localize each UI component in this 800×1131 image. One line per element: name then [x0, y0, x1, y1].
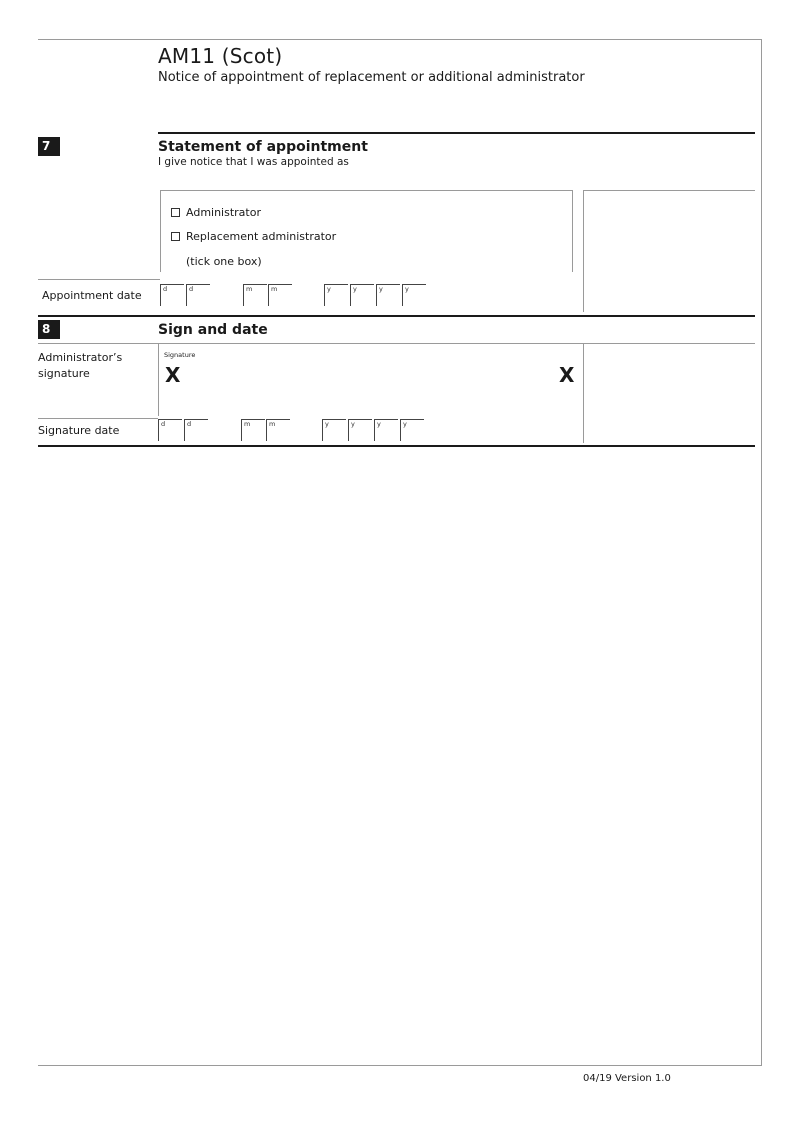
placeholder: y — [351, 420, 355, 428]
form-title: Notice of appointment of replacement or additional administrator — [158, 70, 585, 85]
signature-year-digit-4[interactable] — [400, 419, 424, 441]
appointment-box-left — [160, 190, 161, 272]
administrator-checkbox[interactable] — [171, 208, 180, 217]
appointment-year-digit-2[interactable] — [350, 284, 374, 306]
appointment-year-digit-3[interactable] — [376, 284, 400, 306]
administrators-signature-label — [38, 350, 122, 382]
administrator-label: Administrator — [186, 206, 261, 219]
placeholder: y — [353, 285, 357, 293]
sign-here-mark-right: X — [559, 363, 575, 387]
form-code: AM11 (Scot) — [158, 44, 283, 68]
signature-box[interactable] — [159, 344, 582, 416]
signature-day-digit-2[interactable] — [184, 419, 208, 441]
placeholder: m — [269, 420, 276, 428]
top-rule — [38, 39, 762, 40]
right-page-border — [761, 39, 762, 1066]
signature-month-digit-1[interactable] — [241, 419, 265, 441]
placeholder: y — [405, 285, 409, 293]
signature-year-digit-3[interactable] — [374, 419, 398, 441]
section8-title: Sign and date — [158, 322, 268, 338]
signature-year-digit-2[interactable] — [348, 419, 372, 441]
section7-guidance-left — [583, 190, 584, 312]
appointment-day-digit-2[interactable] — [186, 284, 210, 306]
option-replacement-administrator[interactable] — [171, 230, 336, 243]
section7-subtitle: I give notice that I was appointed as — [158, 156, 349, 168]
appointment-date-label: Appointment date — [42, 289, 142, 302]
appointment-day-digit-1[interactable] — [160, 284, 184, 306]
placeholder: m — [244, 420, 251, 428]
replacement-administrator-label: Replacement administrator — [186, 230, 337, 243]
placeholder: y — [379, 285, 383, 293]
section7-top-rule — [158, 132, 755, 134]
signature-label-line-1: Administrator’s — [38, 351, 123, 364]
placeholder: y — [325, 420, 329, 428]
placeholder: d — [163, 285, 168, 293]
section7-title: Statement of appointment — [158, 139, 368, 155]
option-administrator[interactable] — [171, 206, 261, 219]
appointment-year-digit-4[interactable] — [402, 284, 426, 306]
bottom-rule — [38, 1065, 762, 1066]
section8-guidance-top — [583, 343, 755, 344]
appointment-box-right — [572, 190, 573, 272]
tick-one-box-hint: (tick one box) — [186, 255, 262, 268]
section8-guidance-left — [583, 343, 584, 443]
replacement-administrator-checkbox[interactable] — [171, 232, 180, 241]
section8-top-rule — [38, 315, 755, 317]
appointment-month-digit-2[interactable] — [268, 284, 292, 306]
section7-number-badge: 7 — [38, 137, 60, 156]
signature-caption: Signature — [164, 351, 196, 359]
signature-month-digit-2[interactable] — [266, 419, 290, 441]
placeholder: d — [189, 285, 194, 293]
form-version: 04/19 Version 1.0 — [583, 1073, 671, 1084]
appointment-box-top — [160, 190, 572, 191]
signature-date-label: Signature date — [38, 424, 120, 437]
appointment-month-digit-1[interactable] — [243, 284, 267, 306]
section8-number-badge: 8 — [38, 320, 60, 339]
sign-here-mark-left: X — [165, 363, 181, 387]
placeholder: m — [246, 285, 253, 293]
placeholder: y — [403, 420, 407, 428]
signature-day-digit-1[interactable] — [158, 419, 182, 441]
section8-bottom-rule — [38, 445, 755, 447]
signature-label-line-2: signature — [38, 367, 90, 380]
appointment-year-digit-1[interactable] — [324, 284, 348, 306]
placeholder: y — [377, 420, 381, 428]
placeholder: y — [327, 285, 331, 293]
appointment-date-row-rule — [38, 279, 160, 280]
signature-date-row-rule — [38, 418, 158, 419]
placeholder: d — [187, 420, 192, 428]
signature-year-digit-1[interactable] — [322, 419, 346, 441]
placeholder: d — [161, 420, 166, 428]
placeholder: m — [271, 285, 278, 293]
section7-guidance-top — [583, 190, 755, 191]
